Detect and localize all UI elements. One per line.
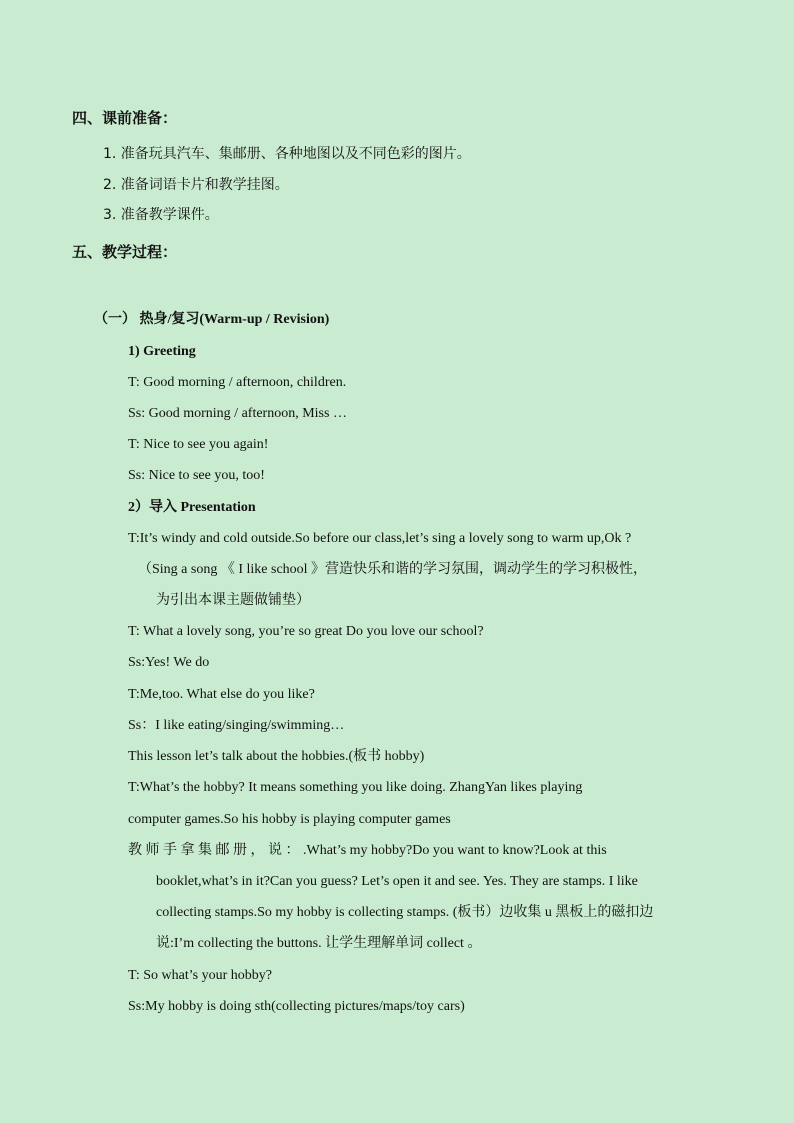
greeting-heading: 1) Greeting <box>128 344 196 359</box>
dialogue-line: 为引出本课主题做铺垫） <box>156 593 310 608</box>
dialogue-line: computer games.So his hobby is playing computer games <box>128 812 451 827</box>
part-heading-warmup: （一） 热身/复习(Warm-up / Revision) <box>94 312 330 327</box>
dialogue-line: 说:I’m collecting the buttons. 让学生理解单词 collect 。 <box>156 936 482 951</box>
dialogue-line: Ss: Nice to see you, too! <box>128 468 265 483</box>
dialogue-line: collecting stamps.So my hobby is collecting stamps. (板书）边收集 u 黑板上的磁扣边 <box>156 905 654 920</box>
dialogue-line: Ss:My hobby is doing sth(collecting pictures/maps/toy cars) <box>128 999 465 1014</box>
dialogue-line: T:Me,too. What else do you like? <box>128 687 315 702</box>
dialogue-line: T: Nice to see you again! <box>128 437 269 452</box>
section-heading-process: 五、教学过程： <box>72 243 178 261</box>
dialogue-line: T:What’s the hobby? It means something you like doing. ZhangYan likes playing <box>128 780 583 795</box>
dialogue-line: Ss:Yes! We do <box>128 655 210 670</box>
dialogue-line: T: Good morning / afternoon, children. <box>128 375 347 390</box>
dialogue-line: This lesson let’s talk about the hobbies.(板书 hobby) <box>128 749 425 764</box>
prep-item-1: 1. 准备玩具汽车、集邮册、各种地图以及不同色彩的图片。 <box>103 146 471 162</box>
presentation-heading: 2）导入 Presentation <box>128 500 256 515</box>
dialogue-line: （Sing a song 《 I like school 》营造快乐和谐的学习氛围，调动学生的学习积极性， <box>138 562 648 577</box>
section-heading-preparation: 四、课前准备： <box>72 109 178 127</box>
prep-item-3: 3. 准备教学课件。 <box>103 207 219 223</box>
dialogue-line: T: What a lovely song, you’re so great Do you love our school? <box>128 624 484 639</box>
dialogue-line: T: So what’s your hobby? <box>128 968 272 983</box>
dialogue-line: 教 师 手 拿 集 邮 册 ， 说 ： .What’s my hobby?Do you want to know?Look at this <box>128 843 607 858</box>
dialogue-line: booklet,what’s in it?Can you guess? Let’s open it and see. Yes. They are stamps. I like <box>156 874 638 889</box>
dialogue-line: T:It’s windy and cold outside.So before our class,let’s sing a lovely song to warm up,Ok ? <box>128 531 632 546</box>
dialogue-line: Ss：I like eating/singing/swimming… <box>128 718 345 733</box>
prep-item-2: 2. 准备词语卡片和教学挂图。 <box>103 177 289 193</box>
dialogue-line: Ss: Good morning / afternoon, Miss … <box>128 406 347 421</box>
